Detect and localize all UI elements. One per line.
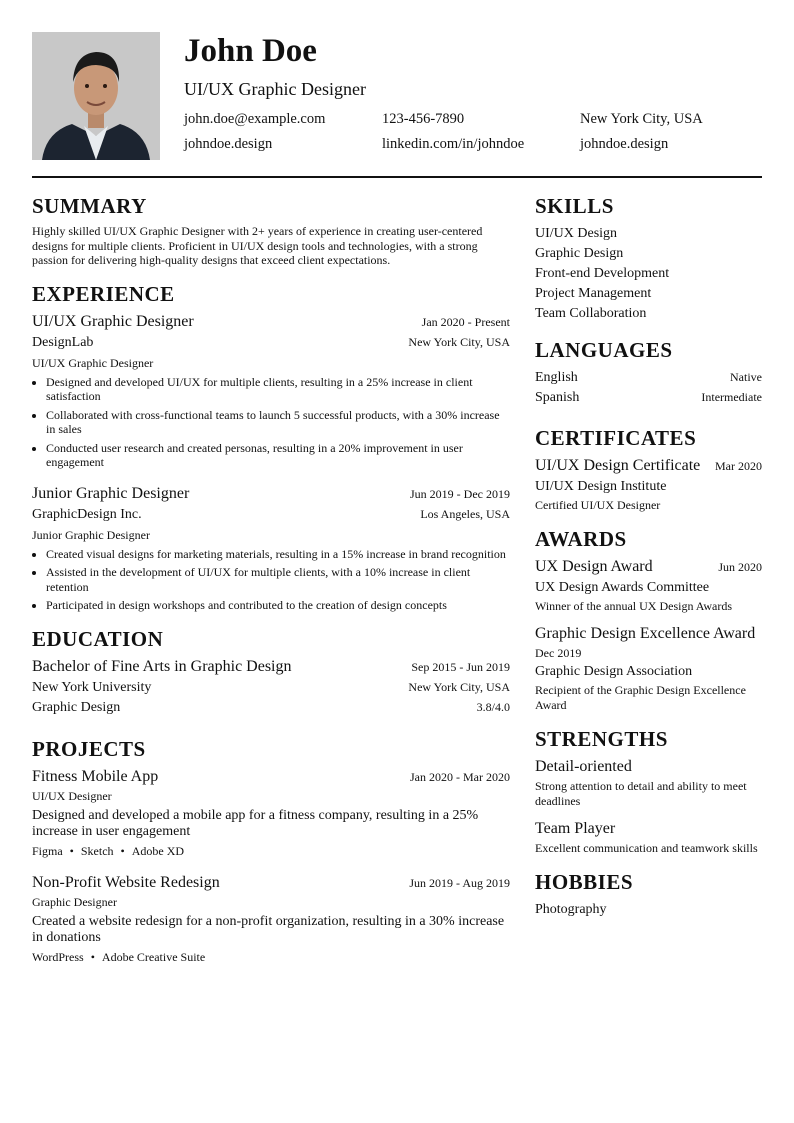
project-role: Graphic Designer — [32, 894, 117, 909]
project-entry — [32, 767, 510, 859]
job-location: Los Angeles, USA — [420, 506, 510, 521]
award-entry — [535, 624, 762, 713]
contact-list — [184, 110, 762, 153]
certificate-name: UI/UX Design Certificate — [535, 457, 701, 474]
job-bullet: • Created visual designs for marketing materials, resulting in a 15% increase in brand recognition — [46, 547, 510, 562]
contact-location: New York City, USA — [580, 111, 703, 127]
project-name: Non-Profit Website Redesign — [32, 873, 220, 891]
award-date: Dec 2019 — [535, 646, 582, 660]
job-bullet: • Collaborated with cross-functional teams to launch 5 successful products, with a 30% increase in sales — [46, 408, 510, 437]
certificate-date: Mar 2020 — [715, 459, 762, 473]
summary-text: Highly skilled UI/UX Graphic Designer with 2+ years of experience in creating user-centered designs for multiple clients. Proficient in UI/UX design tools and technologies, with a strong passion for delivering high-quality designs that exceed client expectations. — [32, 224, 483, 267]
section-heading: EXPERIENCE — [32, 281, 175, 306]
job-location: New York City, USA — [408, 334, 510, 349]
award-note: Winner of the annual UX Design Awards — [535, 599, 733, 613]
hobbies-section — [535, 870, 762, 920]
language-name: Spanish — [535, 390, 580, 405]
section-heading: LANGUAGES — [535, 338, 673, 362]
language-row — [535, 388, 762, 408]
project-dates: Jun 2019 - Aug 2019 — [409, 875, 510, 890]
education-gpa: 3.8/4.0 — [476, 699, 510, 714]
award-note: Recipient of the Graphic Design Excellence Award — [535, 683, 746, 712]
job-company: DesignLab — [32, 334, 94, 350]
award-issuer: Graphic Design Association — [535, 664, 693, 679]
project-dates: Jan 2020 - Mar 2020 — [410, 769, 510, 784]
contact-portfolio[interactable]: johndoe.design — [580, 136, 669, 152]
job-bullets — [32, 547, 510, 613]
contact-email[interactable]: john.doe@example.com — [184, 111, 326, 127]
header-divider — [32, 176, 762, 178]
job-subtitle: UI/UX Graphic Designer — [32, 355, 154, 370]
contact-phone[interactable]: 123-456-7890 — [382, 111, 465, 127]
project-tags — [32, 950, 510, 965]
section-heading: PROJECTS — [32, 736, 146, 761]
award-name: UX Design Award — [535, 558, 653, 575]
profile-photo — [32, 32, 160, 160]
language-level: Native — [730, 370, 762, 384]
skill-item: Team Collaboration — [535, 306, 647, 321]
job-bullet: • Conducted user research and created personas, resulting in a 20% improvement in user engagement — [46, 441, 510, 470]
left-column — [32, 194, 510, 979]
strength-text: Strong attention to detail and ability to meet deadlines — [535, 779, 747, 808]
strength-entry — [535, 757, 762, 809]
skill-item: UI/UX Design — [535, 226, 618, 241]
section-heading: CERTIFICATES — [535, 426, 697, 450]
candidate-name: John Doe — [184, 33, 317, 69]
section-heading: SUMMARY — [32, 194, 147, 218]
project-description: Designed and developed a mobile app for a fitness company, resulting in a 25% increase in user engagement — [32, 807, 479, 839]
project-tag: WordPress — [32, 949, 84, 964]
job-bullet: • Designed and developed UI/UX for multiple clients, resulting in a 25% increase in client satisfaction — [46, 375, 510, 404]
award-issuer: UX Design Awards Committee — [535, 580, 710, 595]
summary-section — [32, 194, 510, 268]
language-row — [535, 368, 762, 388]
job-bullets — [32, 375, 510, 470]
project-name: Fitness Mobile App — [32, 767, 159, 785]
project-tags — [32, 844, 510, 859]
section-heading: STRENGTHS — [535, 727, 668, 751]
job-subtitle: Junior Graphic Designer — [32, 527, 150, 542]
project-tag: Sketch — [80, 843, 114, 858]
section-heading: AWARDS — [535, 527, 627, 551]
award-name: Graphic Design Excellence Award — [535, 625, 756, 642]
education-field: Graphic Design — [32, 699, 121, 715]
experience-section — [32, 282, 510, 613]
languages-section — [535, 338, 762, 408]
award-date: Jun 2020 — [718, 560, 762, 574]
project-tag: Adobe XD — [131, 843, 185, 858]
language-name: English — [535, 370, 578, 385]
skills-section — [535, 194, 762, 324]
profile-photo-image — [32, 32, 160, 160]
tag-separator: • — [120, 843, 125, 858]
skill-item: Graphic Design — [535, 246, 624, 261]
project-tag: Adobe Creative Suite — [101, 949, 206, 964]
certificate-note: Certified UI/UX Designer — [535, 498, 661, 512]
project-role: UI/UX Designer — [32, 788, 112, 803]
job-bullet: • Participated in design workshops and contributed to the creation of design concepts — [46, 598, 510, 613]
section-heading: SKILLS — [535, 194, 614, 218]
project-description: Created a website redesign for a non-profit organization, resulting in a 30% increase in donations — [32, 913, 505, 945]
candidate-title: UI/UX Graphic Designer — [184, 79, 366, 99]
experience-entry — [32, 312, 510, 470]
experience-entry — [32, 484, 510, 613]
projects-section — [32, 737, 510, 965]
education-degree: Bachelor of Fine Arts in Graphic Design — [32, 657, 292, 675]
strength-name: Team Player — [535, 820, 616, 837]
award-entry — [535, 557, 762, 614]
job-role: UI/UX Graphic Designer — [32, 312, 194, 330]
job-company: GraphicDesign Inc. — [32, 506, 142, 522]
project-entry — [32, 873, 510, 965]
education-section — [32, 627, 510, 717]
hobby-item: Photography — [535, 902, 607, 917]
job-role: Junior Graphic Designer — [32, 484, 190, 502]
contact-linkedin[interactable]: linkedin.com/in/johndoe — [382, 136, 525, 152]
section-heading: HOBBIES — [535, 870, 634, 894]
right-column — [535, 194, 762, 979]
education-dates: Sep 2015 - Jun 2019 — [411, 659, 510, 674]
awards-section — [535, 527, 762, 713]
resume-page — [32, 32, 762, 979]
skill-item: Front-end Development — [535, 266, 670, 281]
certificates-section — [535, 426, 762, 513]
job-dates: Jan 2020 - Present — [421, 314, 510, 329]
tag-separator: • — [90, 949, 95, 964]
strength-name: Detail-oriented — [535, 758, 632, 775]
job-bullet: • Assisted in the development of UI/UX for multiple clients, with a 10% increase in client retention — [46, 565, 510, 594]
tag-separator: • — [69, 843, 74, 858]
skill-item: Project Management — [535, 286, 652, 301]
language-level: Intermediate — [701, 390, 762, 404]
strength-entry — [535, 819, 762, 856]
resume-header — [32, 32, 762, 160]
section-heading: EDUCATION — [32, 626, 164, 651]
contact-website[interactable]: johndoe.design — [184, 136, 273, 152]
strength-text: Excellent communication and teamwork skills — [535, 841, 758, 855]
education-location: New York City, USA — [408, 679, 510, 694]
certificate-issuer: UI/UX Design Institute — [535, 479, 667, 494]
education-school: New York University — [32, 679, 152, 695]
job-dates: Jun 2019 - Dec 2019 — [410, 486, 510, 501]
project-tag: Figma — [32, 843, 63, 858]
strengths-section — [535, 727, 762, 856]
